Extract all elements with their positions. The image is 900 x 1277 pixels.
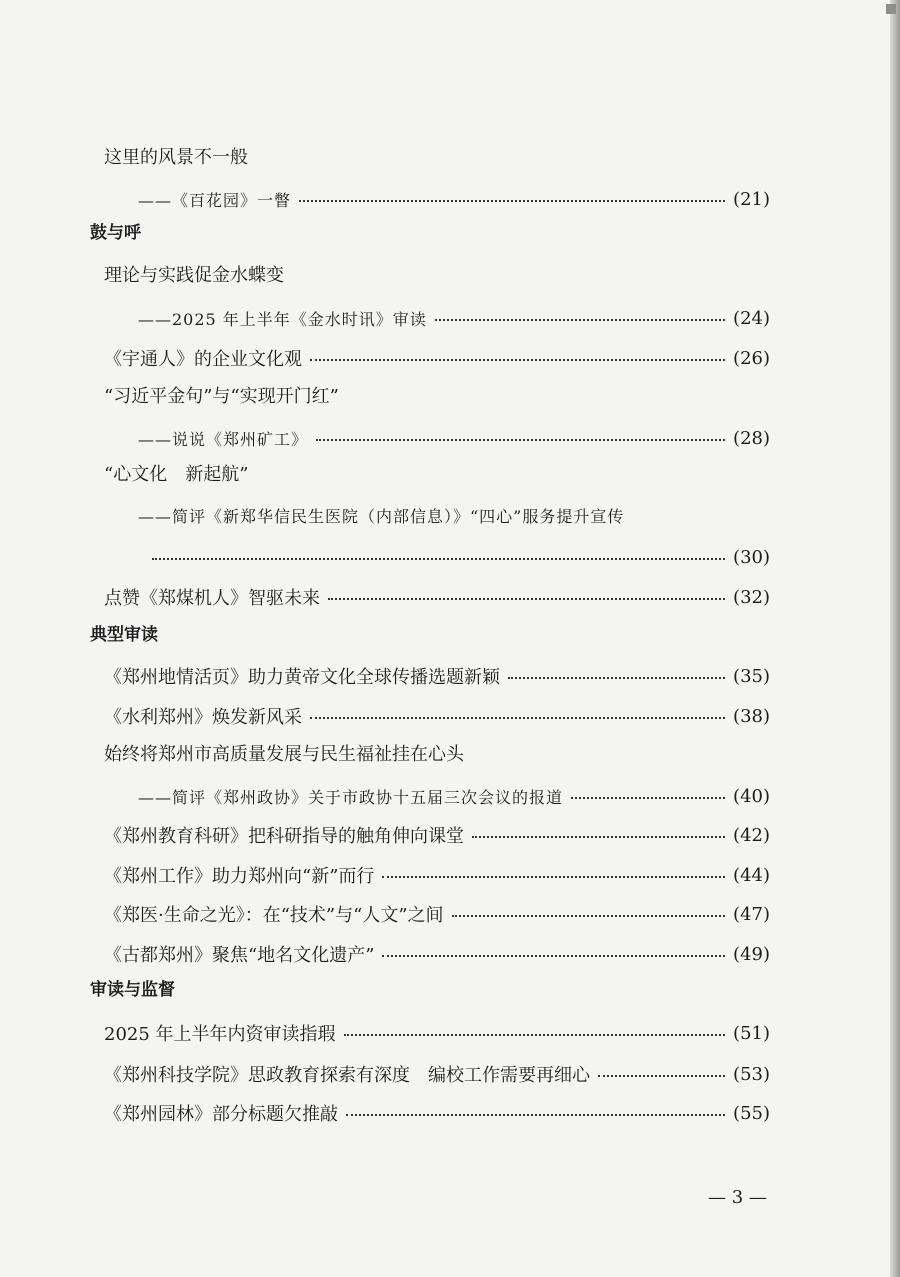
toc-entry[interactable]	[104, 1016, 770, 1050]
dot-leader	[328, 598, 725, 600]
toc-page-ref: (49)	[733, 943, 770, 965]
dot-leader	[382, 876, 725, 878]
toc-page-ref: (30)	[733, 546, 770, 568]
toc-title: 理论与实践促金水蝶变	[104, 265, 284, 286]
section-heading: 鼓与呼	[90, 222, 141, 243]
section-heading: 典型审读	[90, 624, 158, 645]
toc-title: 《水利郑州》焕发新风采	[104, 707, 302, 728]
toc-title: 《郑州工作》助力郑州向“新”而行	[104, 866, 375, 887]
toc-page-ref: (28)	[733, 427, 770, 449]
toc-page-ref: (24)	[733, 307, 770, 329]
toc-entry[interactable]	[104, 937, 770, 971]
toc-title-line	[104, 456, 804, 490]
section-heading: 审读与监督	[90, 979, 175, 1000]
toc-entry[interactable]	[104, 1057, 770, 1091]
toc-entry[interactable]	[104, 699, 770, 733]
dot-leader	[472, 836, 725, 838]
toc-entry[interactable]	[104, 659, 770, 693]
toc-page-ref: (38)	[733, 705, 770, 727]
toc-title-line	[104, 378, 804, 412]
toc-page-ref: (21)	[733, 188, 770, 210]
dot-leader	[316, 439, 725, 441]
toc-entry[interactable]	[138, 182, 770, 216]
toc-page-ref: (26)	[733, 347, 770, 369]
toc-page-ref: (35)	[733, 665, 770, 687]
toc-entry[interactable]	[138, 421, 770, 455]
toc-page-ref: (53)	[733, 1063, 770, 1085]
dot-leader	[346, 1114, 725, 1116]
toc-page-ref: (44)	[733, 864, 770, 886]
toc-title: 这里的风景不一般	[104, 147, 248, 168]
toc-entry[interactable]	[138, 779, 770, 813]
toc-title: 点赞《郑煤机人》智驱未来	[104, 588, 320, 609]
toc-subtitle: ——说说《郑州矿工》	[138, 429, 309, 449]
page-corner	[886, 4, 896, 14]
toc-title: 《郑州科技学院》思政教育探索有深度 编校工作需要再细心	[104, 1065, 590, 1086]
toc-title: 《古都郑州》聚焦“地名文化遗产”	[104, 945, 375, 966]
toc-title-line	[104, 257, 804, 291]
toc-page-ref: (51)	[733, 1022, 770, 1044]
toc-page-ref: (55)	[733, 1102, 770, 1124]
toc-title: 始终将郑州市高质量发展与民生福祉挂在心头	[104, 744, 464, 765]
dot-leader	[344, 1034, 726, 1036]
dot-leader	[310, 717, 725, 719]
toc-title: 《郑州地情活页》助力黄帝文化全球传播选题新颖	[104, 667, 500, 688]
toc-entry[interactable]	[104, 818, 770, 852]
toc-subtitle: ——简评《郑州政协》关于市政协十五届三次会议的报道	[138, 787, 564, 807]
toc-page-ref: (40)	[733, 785, 770, 807]
dot-leader	[382, 955, 725, 957]
toc-entry[interactable]	[138, 301, 770, 335]
toc-subtitle: ——《百花园》一瞥	[138, 190, 292, 210]
toc-title: 2025 年上半年内资审读指瑕	[104, 1024, 336, 1045]
toc-entry[interactable]	[152, 540, 770, 574]
dot-leader	[508, 677, 725, 679]
toc-title-line	[104, 736, 804, 770]
toc-title-line	[104, 139, 804, 173]
page-number: — 3 —	[708, 1186, 767, 1208]
toc-page-ref: (47)	[733, 903, 770, 925]
dot-leader	[435, 319, 725, 321]
toc-title: 《郑医·生命之光》：在“技术”与“人文”之间	[104, 905, 444, 926]
toc-subtitle: ——2025 年上半年《金水时讯》审读	[138, 309, 427, 329]
dot-leader	[310, 359, 725, 361]
toc-title: “习近平金句”与“实现开门红”	[104, 386, 339, 407]
toc-entry[interactable]	[104, 1096, 770, 1130]
dot-leader	[571, 797, 725, 799]
toc-page-ref: (42)	[733, 824, 770, 846]
toc-entry[interactable]	[104, 858, 770, 892]
toc-entry[interactable]	[104, 341, 770, 375]
dot-leader	[152, 558, 725, 560]
dot-leader	[598, 1075, 725, 1077]
toc-title: “心文化 新起航”	[104, 464, 249, 485]
toc-title: 《郑州教育科研》把科研指导的触角伸向课堂	[104, 826, 464, 847]
toc-title: 《郑州园林》部分标题欠推敲	[104, 1104, 338, 1125]
page-edge	[890, 0, 900, 1277]
toc-subtitle: ——简评《新郑华信民生医院（内部信息）》“四心”服务提升宣传	[138, 506, 625, 526]
toc-entry[interactable]	[104, 897, 770, 931]
dot-leader	[452, 915, 726, 917]
dot-leader	[299, 200, 725, 202]
toc-title: 《宇通人》的企业文化观	[104, 349, 302, 370]
toc-page-ref: (32)	[733, 586, 770, 608]
toc-entry[interactable]	[104, 580, 770, 614]
toc-title-line	[138, 498, 838, 532]
